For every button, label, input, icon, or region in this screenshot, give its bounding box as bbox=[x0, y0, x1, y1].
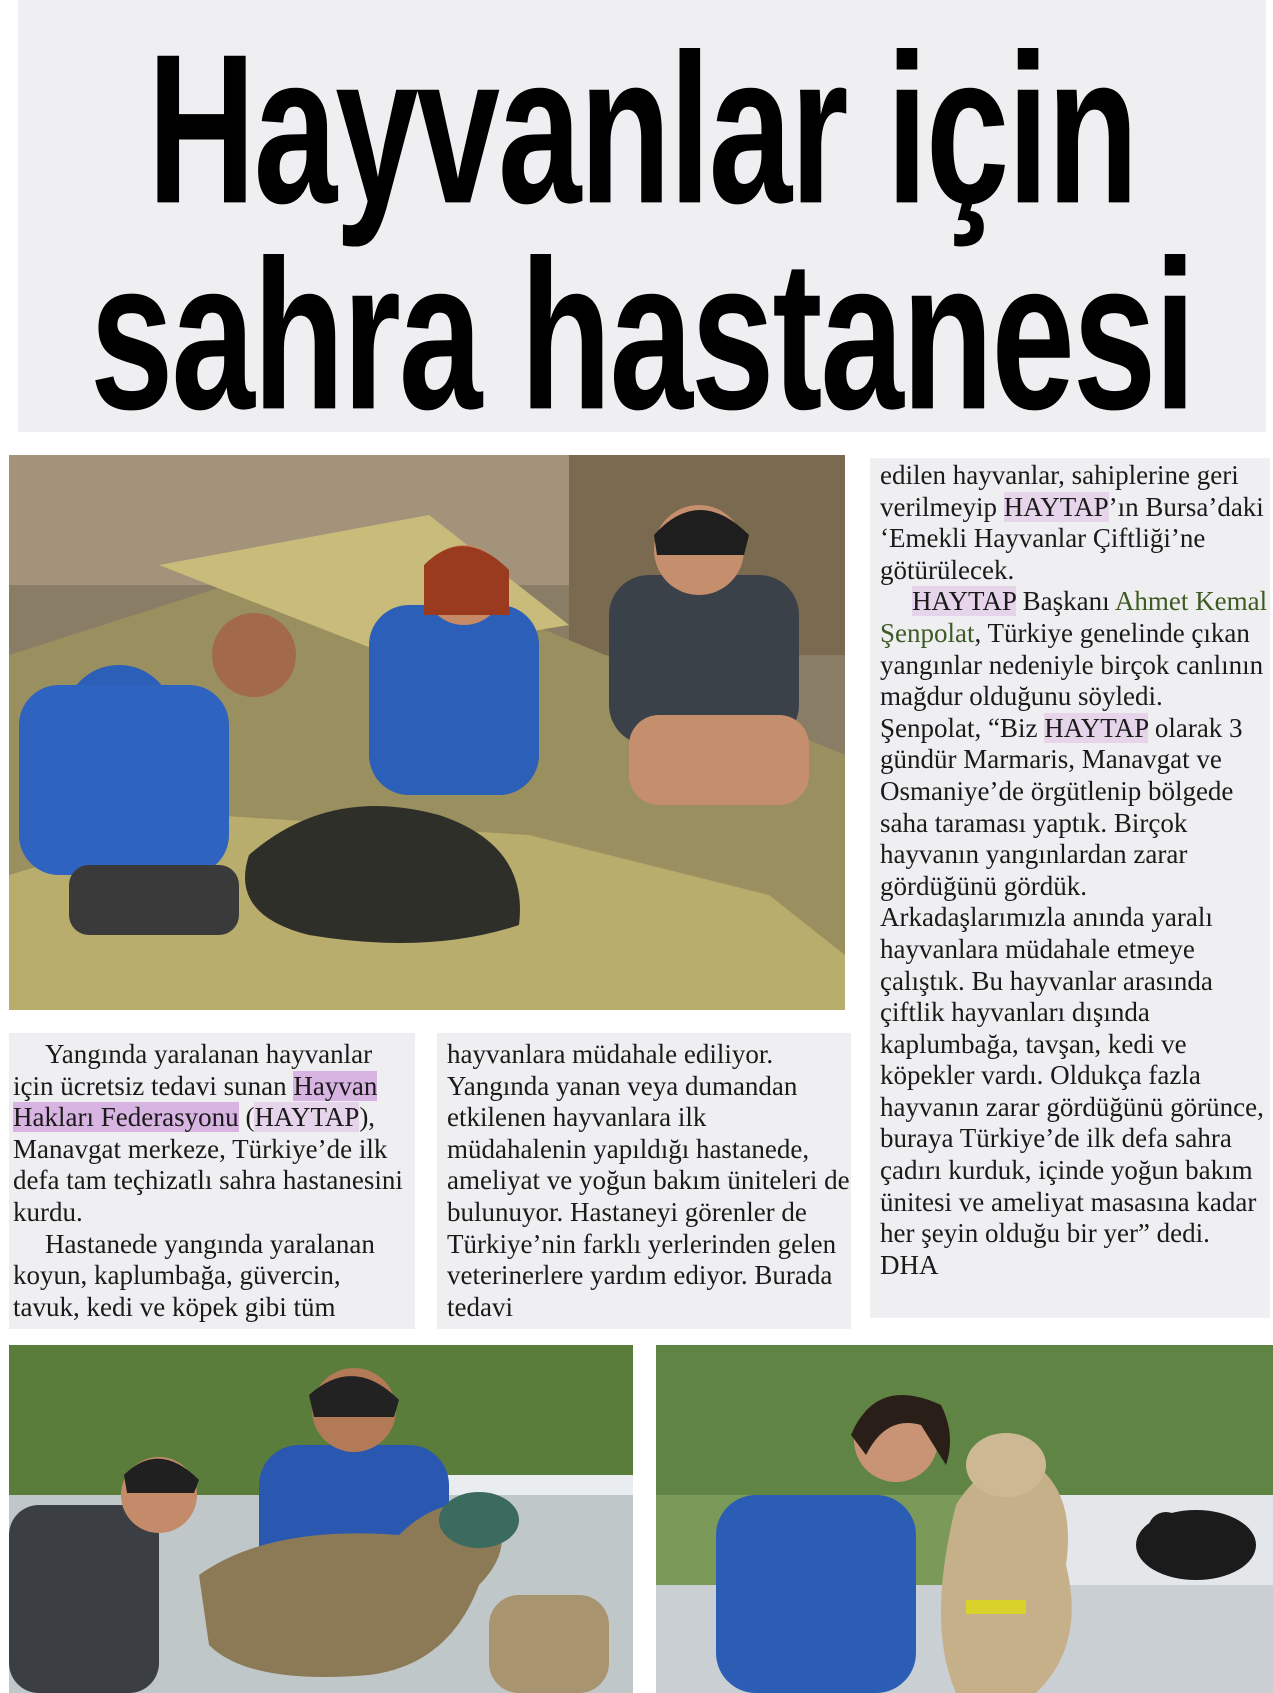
article-paragraph: Yangında yaralanan hayvanlar için ücretsiz tedavi sunan Hayvan Hakları Federasyonu (HAYTAP), Manavgat merkeze, Türkiye’de ilk defa tam teçhizatlı sahra hastanesini kurdu. bbox=[13, 1039, 403, 1227]
organization-abbreviation: HAYTAP bbox=[912, 586, 1016, 617]
article-column-left bbox=[9, 1033, 415, 1329]
organization-abbreviation: HAYTAP bbox=[254, 1102, 360, 1133]
article-paragraph: HAYTAP Başkanı Ahmet Kemal Şenpolat, Türkiye genelinde çıkan yangınlar nedeniyle birçok canlının mağdur olduğunu söyledi. Şenpolat, “Biz HAYTAP olarak 3 gündür Marmaris, Manavgat ve Osmaniye’de örgütlenip bölgede saha taraması yaptık. Birçok hayvanın yangınlardan zarar gördüğünü gördük. Arkadaşlarımızla anında yaralı hayvanlara müdahale etmeye çalıştık. Bu hayvanlar arasında çiftlik hayvanları dışında kaplumbağa, tavşan, kedi ve köpekler vardı. Oldukça fazla hayvanın zarar gördüğünü görünce, buraya Türkiye’de ilk defa sahra çadırı kurduk, içinde yoğun bakım ünitesi ve ameliyat masasına kadar her şeyin olduğu bir yer” dedi. DHA bbox=[880, 586, 1268, 1280]
article-paragraph: Hastanede yangında yaralanan koyun, kaplumbağa, güvercin, tavuk, kedi ve köpek gibi tüm bbox=[13, 1228, 375, 1322]
article-paragraph: hayvanlara müdahale ediliyor. Yangında yanan veya dumandan etkilenen hayvanlara ilk müdahalenin yapıldığı hastanede, ameliyat ve yoğun bakım üniteleri de bulunuyor. Hastaneyi görenler de Türkiye’nin farklı yerlerinden gelen veterinerlere yardım ediyor. Burada tedavi bbox=[447, 1039, 850, 1322]
vet-treating-lamb-photo bbox=[656, 1345, 1273, 1693]
headline-line-1: Hayvanlar için bbox=[147, 9, 1137, 248]
headline-line-2: sahra hastanesi bbox=[90, 215, 1194, 454]
article-column-middle bbox=[437, 1033, 851, 1329]
veterinarians-treating-injured-sheep-photo bbox=[9, 455, 845, 1010]
article-paragraph: edilen hayvanlar, sahiplerine geri verilmeyip HAYTAP’ın Bursa’daki ‘Emekli Hayvanlar Çiftliği’ne götürülecek. bbox=[880, 460, 1264, 585]
organization-abbreviation: HAYTAP bbox=[1044, 712, 1149, 743]
article-column-right bbox=[870, 458, 1270, 1318]
headline-block bbox=[18, 0, 1266, 454]
person-name: Ahmet Kemal Şenpolat bbox=[880, 586, 1268, 648]
organization-name: Hayvan Hakları Federasyonu bbox=[13, 1070, 378, 1133]
organization-abbreviation: HAYTAP bbox=[1003, 491, 1109, 522]
vet-holding-burned-sheep-photo bbox=[9, 1345, 633, 1693]
